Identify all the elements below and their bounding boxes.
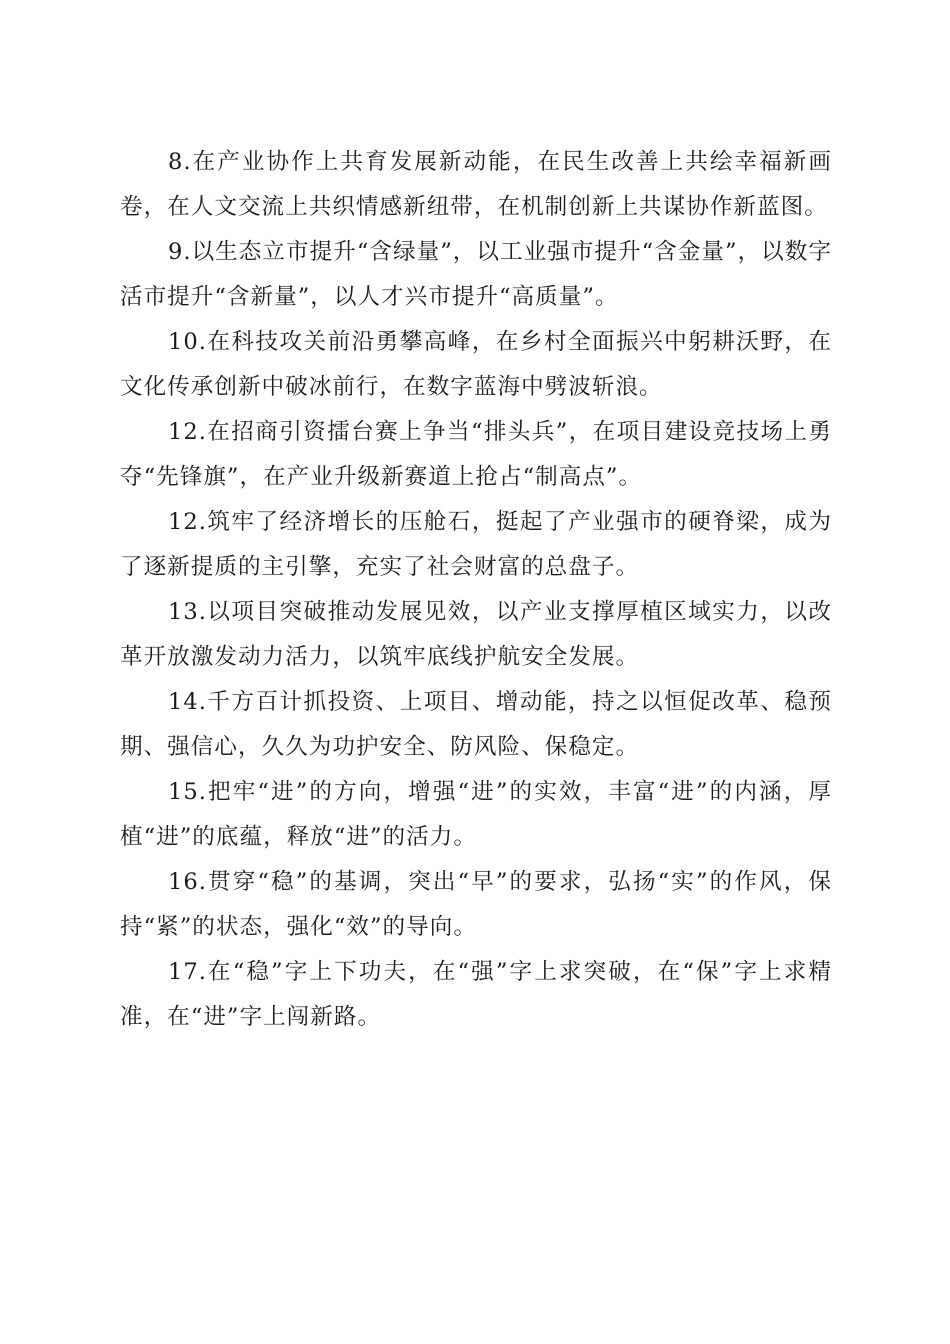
paragraph-9: 9.以生态立市提升“含绿量”，以工业强市提升“含金量”，以数字活市提升“含新量”，以人才兴市提升“高质量”。 xyxy=(120,239,832,310)
paragraph-16: 16.贯穿“稳”的基调，突出“早”的要求，弘扬“实”的作风，保持“紧”的状态，强化“效”的导向。 xyxy=(120,869,832,940)
paragraph-12b: 12.筑牢了经济增长的压舱石，挺起了产业强市的硬脊梁，成为了逐新提质的主引擎，充实了社会财富的总盘子。 xyxy=(120,509,832,580)
paragraph-10: 10.在科技攻关前沿勇攀高峰，在乡村全面振兴中躬耕沃野，在文化传承创新中破冰前行，在数字蓝海中劈波斩浪。 xyxy=(120,329,832,400)
paragraph-15: 15.把牢“进”的方向，增强“进”的实效，丰富“进”的内涵，厚植“进”的底蕴，释放“进”的活力。 xyxy=(120,779,832,850)
paragraph-13: 13.以项目突破推动发展见效，以产业支撑厚植区域实力，以改革开放激发动力活力，以筑牢底线护航安全发展。 xyxy=(120,599,832,670)
paragraph-14: 14.千方百计抓投资、上项目、增动能，持之以恒促改革、稳预期、强信心，久久为功护安全、防风险、保稳定。 xyxy=(120,689,832,760)
document-body xyxy=(120,140,832,1040)
paragraph-17: 17.在“稳”字上下功夫，在“强”字上求突破，在“保”字上求精准，在“进”字上闯新路。 xyxy=(120,959,832,1030)
paragraph-12a: 12.在招商引资擂台赛上争当“排头兵”，在项目建设竞技场上勇夺“先锋旗”，在产业升级新赛道上抢占“制高点”。 xyxy=(120,419,832,490)
paragraph-8: 8.在产业协作上共育发展新动能，在民生改善上共绘幸福新画卷，在人文交流上共织情感新纽带，在机制创新上共谋协作新蓝图。 xyxy=(120,149,832,220)
